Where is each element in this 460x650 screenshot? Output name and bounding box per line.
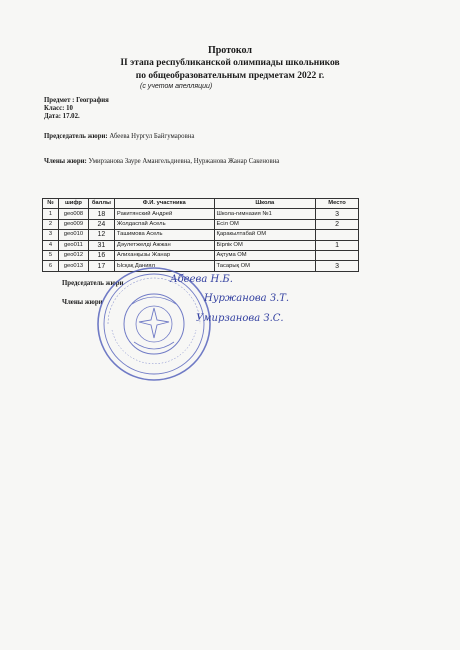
table-row: [43, 219, 359, 229]
cell-code: geo009: [58, 219, 88, 229]
table-row: [43, 250, 359, 260]
table-row: [43, 209, 359, 219]
handwritten-member-signature-2: Умирзанова З.С.: [196, 313, 284, 324]
jury-chair-name: Абеева Нургул Байгумаровна: [109, 133, 195, 140]
cell-school: Школа-гимназия №1: [214, 209, 316, 219]
cell-number: 5: [43, 250, 59, 260]
cell-number: 1: [43, 209, 59, 219]
subject-line: Предмет : География: [44, 97, 109, 104]
cell-school: Тасарық ОМ: [214, 261, 316, 271]
cell-code: geo008: [58, 209, 88, 219]
document-title: Протокол: [207, 45, 253, 56]
cell-school: Ақтума ОМ: [214, 250, 316, 260]
cell-place: 2: [316, 219, 359, 229]
cell-number: 2: [43, 219, 59, 229]
cell-name: Ракитянский Андрей: [114, 209, 214, 219]
col-header-name: Ф.И. участника: [114, 199, 214, 209]
appeal-note: (с учетом апелляции): [140, 83, 213, 90]
title-line-2: II этапа республиканской олимпиады школьников: [120, 58, 340, 68]
cell-name: Ташимова Асель: [114, 230, 214, 240]
col-header-score: баллы: [88, 199, 114, 209]
table-header-row: [43, 199, 359, 209]
cell-score: 31: [88, 240, 114, 250]
col-header-place: Место: [316, 199, 359, 209]
cell-place: [316, 250, 359, 260]
cell-number: 4: [43, 240, 59, 250]
cell-code: geo013: [58, 261, 88, 271]
cell-school: Бірлік ОМ: [214, 240, 316, 250]
results-table: [42, 198, 359, 272]
cell-score: 24: [88, 219, 114, 229]
cell-score: 12: [88, 230, 114, 240]
signature-members-label: Члены жюри: [62, 299, 103, 306]
handwritten-chair-signature: Абеева Н.Б.: [170, 274, 233, 285]
cell-score: 17: [88, 261, 114, 271]
cell-place: 1: [316, 240, 359, 250]
cell-number: 3: [43, 230, 59, 240]
cell-code: geo010: [58, 230, 88, 240]
col-header-school: Школа: [214, 199, 316, 209]
cell-score: 18: [88, 209, 114, 219]
cell-place: 3: [316, 209, 359, 219]
jury-members-names: Умирзанова Зауре Амангельдиевна, Нуржанова Жанар Сакеновна: [88, 158, 280, 165]
cell-name: Жолдаспай Асель: [114, 219, 214, 229]
cell-place: 3: [316, 261, 359, 271]
cell-score: 16: [88, 250, 114, 260]
grade-line: Класс: 10: [44, 105, 73, 112]
table-row: [43, 240, 359, 250]
cell-name: Ысқақ Даниял: [114, 261, 214, 271]
col-header-number: №: [43, 199, 59, 209]
cell-code: geo012: [58, 250, 88, 260]
cell-number: 6: [43, 261, 59, 271]
cell-school: Есіл ОМ: [214, 219, 316, 229]
jury-members-line: [44, 158, 279, 165]
title-line-3: по общеобразовательным предметам 2022 г.: [135, 71, 325, 81]
col-header-code: шифр: [58, 199, 88, 209]
jury-chair-label: Председатель жюри:: [44, 133, 108, 140]
jury-chair-line: [44, 133, 194, 140]
table-row: [43, 230, 359, 240]
cell-name: Дәулетжелді Ажжан: [114, 240, 214, 250]
jury-members-label: Члены жюри:: [44, 158, 87, 165]
handwritten-member-signature-1: Нуржанова З.Т.: [204, 293, 290, 304]
cell-name: Алиханқызы Жанар: [114, 250, 214, 260]
cell-code: geo011: [58, 240, 88, 250]
signature-chair-label: Председатель жюри: [62, 280, 124, 287]
cell-school: Қаракылтабай ОМ: [214, 230, 316, 240]
cell-place: [316, 230, 359, 240]
date-line: Дата: 17.02.: [44, 113, 80, 120]
